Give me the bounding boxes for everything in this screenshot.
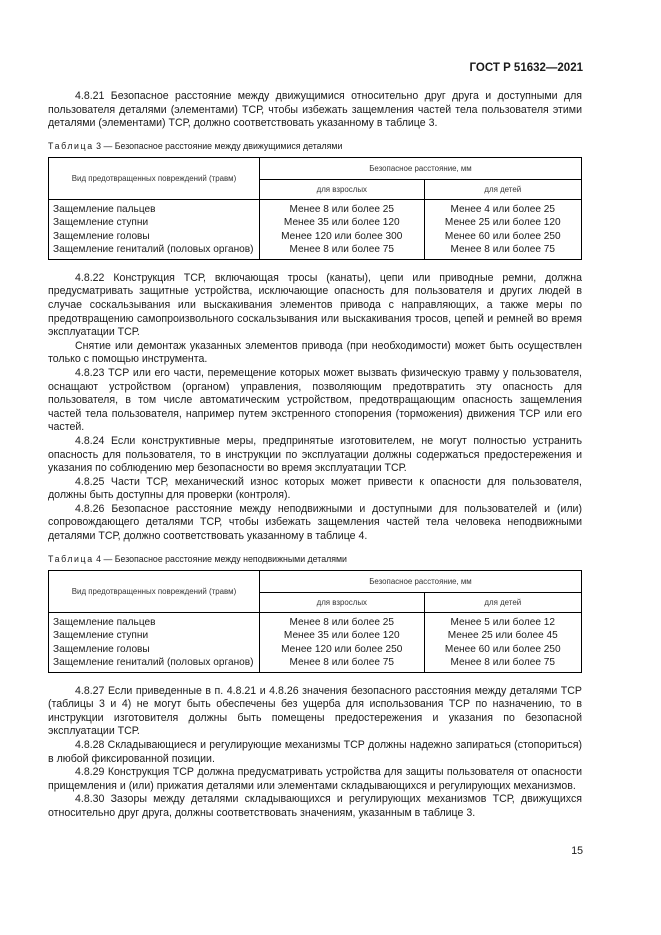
page-number: 15 xyxy=(571,845,583,857)
table-row xyxy=(49,243,582,259)
table-3 xyxy=(48,157,582,260)
table-cell-label: Защемление пальцев xyxy=(49,612,260,629)
table-cell-adults: Менее 120 или более 250 xyxy=(260,643,425,657)
table-cell-adults: Менее 8 или более 25 xyxy=(260,612,425,629)
table-row xyxy=(49,656,582,672)
paragraph-4-8-26: 4.8.26 Безопасное расстояние между неподвижными и доступными для пользователей и (или) сопровождающего деталями ТСР, чтобы избежать защемления частей тела человека неподвижными деталями ТСР, должно соответствовать указанному в таблице 4. xyxy=(48,502,582,543)
paragraph-4-8-28: 4.8.28 Складывающиеся и регулирующие механизмы ТСР должны надежно запираться (стопориться) в любой фиксированной позиции. xyxy=(48,739,582,765)
table-cell-adults: Менее 35 или более 120 xyxy=(260,629,425,643)
table-cell-children: Менее 4 или более 25 xyxy=(424,199,581,216)
table-4-col-type: Вид предотвращенных повреждений (травм) xyxy=(49,570,260,612)
table-cell-label: Защемление головы xyxy=(49,643,260,657)
table-cell-label: Защемление ступни xyxy=(49,216,260,230)
paragraph-4-8-27: 4.8.27 Если приведенные в п. 4.8.21 и 4.8.26 значения безопасного расстояния между деталями ТСР (таблицы 3 и 4) не могут быть обеспечены без ущерба для использования ТСР по назначению, то в инструкции изготовителя должны быть помещены предостережения и указания по безопасной эксплуатации ТСР. xyxy=(48,684,582,738)
document-code: ГОСТ Р 51632—2021 xyxy=(469,62,583,74)
table-cell-adults: Менее 120 или более 300 xyxy=(260,230,425,244)
table-cell-label: Защемление гениталий (половых органов) xyxy=(49,656,260,672)
table-row xyxy=(49,629,582,643)
paragraph-4-8-30: 4.8.30 Зазоры между деталями складывающихся и регулирующих механизмов ТСР, движущихся относительно друг друга, должны соответствовать значениям, указанным в таблице 3. xyxy=(48,793,582,819)
table-4-col-adults: для взрослых xyxy=(260,592,425,612)
paragraph-4-8-21: 4.8.21 Безопасное расстояние между движущимися относительно друг друга и доступными для пользователя деталями (элементами) ТСР, чтобы избежать защемления частей тела пользователя этими деталями (элементами) ТСР, должно соответствовать указанному в таблице 3. xyxy=(48,90,582,130)
table-cell-label: Защемление головы xyxy=(49,230,260,244)
table-cell-children: Менее 8 или более 75 xyxy=(424,656,581,672)
table-row xyxy=(49,643,582,657)
table-cell-adults: Менее 35 или более 120 xyxy=(260,216,425,230)
table-4-col-children: для детей xyxy=(424,592,581,612)
table-row xyxy=(49,199,582,216)
paragraph-4-8-24: 4.8.24 Если конструктивные меры, предпринятые изготовителем, не могут полностью устранить опасность для пользователя, то в инструкции по эксплуатации должны содержаться предостережения и указания по соблюдению мер безопасности во время эксплуатации ТСР. xyxy=(48,434,582,475)
table-3-col-children: для детей xyxy=(424,179,581,199)
table-4-caption: Таблица 4 — Безопасное расстояние между неподвижными деталями xyxy=(48,553,347,564)
table-cell-label: Защемление пальцев xyxy=(49,199,260,216)
table-cell-adults: Менее 8 или более 25 xyxy=(260,199,425,216)
table-3-caption: Таблица 3 — Безопасное расстояние между движущимися деталями xyxy=(48,140,343,151)
table-4-col-group: Безопасное расстояние, мм xyxy=(260,570,582,592)
table-cell-children: Менее 25 или более 120 xyxy=(424,216,581,230)
table-3-col-type: Вид предотвращенных повреждений (травм) xyxy=(49,157,260,199)
paragraph-4-8-29: 4.8.29 Конструкция ТСР должна предусматривать устройства для защиты пользователя от опасности прищемления и (или) прижатия деталями или элементами складывающихся и регулирующих механизмов. xyxy=(48,766,582,792)
table-4 xyxy=(48,570,582,673)
table-row xyxy=(49,230,582,244)
table-cell-label: Защемление ступни xyxy=(49,629,260,643)
paragraph-4-8-23: 4.8.23 ТСР или его части, перемещение которых может вызвать физическую травму у пользователя, оснащают устройством (органом) управления, позволяющим предотвратить эту опасность для пользователя, в том числе автоматическим устройством, предотвращающим опасность защемления частей тела пользователя, например путем экстренного стопорения (торможения) движения ТСР или его частей. xyxy=(48,366,582,434)
paragraph-4-8-22-note: Снятие или демонтаж указанных элементов привода (при необходимости) может быть осуществлен только с помощью инструмента. xyxy=(48,339,582,366)
table-cell-children: Менее 25 или более 45 xyxy=(424,629,581,643)
table-row xyxy=(49,216,582,230)
table-cell-adults: Менее 8 или более 75 xyxy=(260,656,425,672)
table-cell-children: Менее 60 или более 250 xyxy=(424,230,581,244)
table-cell-children: Менее 5 или более 12 xyxy=(424,612,581,629)
table-cell-label: Защемление гениталий (половых органов) xyxy=(49,243,260,259)
table-3-col-adults: для взрослых xyxy=(260,179,425,199)
page-body xyxy=(48,90,582,821)
table-cell-adults: Менее 8 или более 75 xyxy=(260,243,425,259)
table-row xyxy=(49,612,582,629)
paragraph-4-8-22: 4.8.22 Конструкция ТСР, включающая тросы (канаты), цепи или приводные ремни, должна предусматривать защитные устройства, исключающие опасность для пользователя и других людей в случае соскальзывания или выскакивания элементов привода с направляющих, а также меры по предотвращению самопроизвольного соскальзывания или выскакивания тросов, цепей и ремней во время эксплуатации ТСР. xyxy=(48,271,582,339)
table-cell-children: Менее 60 или более 250 xyxy=(424,643,581,657)
table-cell-children: Менее 8 или более 75 xyxy=(424,243,581,259)
table-3-col-group: Безопасное расстояние, мм xyxy=(260,157,582,179)
paragraph-4-8-25: 4.8.25 Части ТСР, механический износ которых может привести к опасности для пользователя, должны быть доступны для проверки (контроля). xyxy=(48,475,582,502)
